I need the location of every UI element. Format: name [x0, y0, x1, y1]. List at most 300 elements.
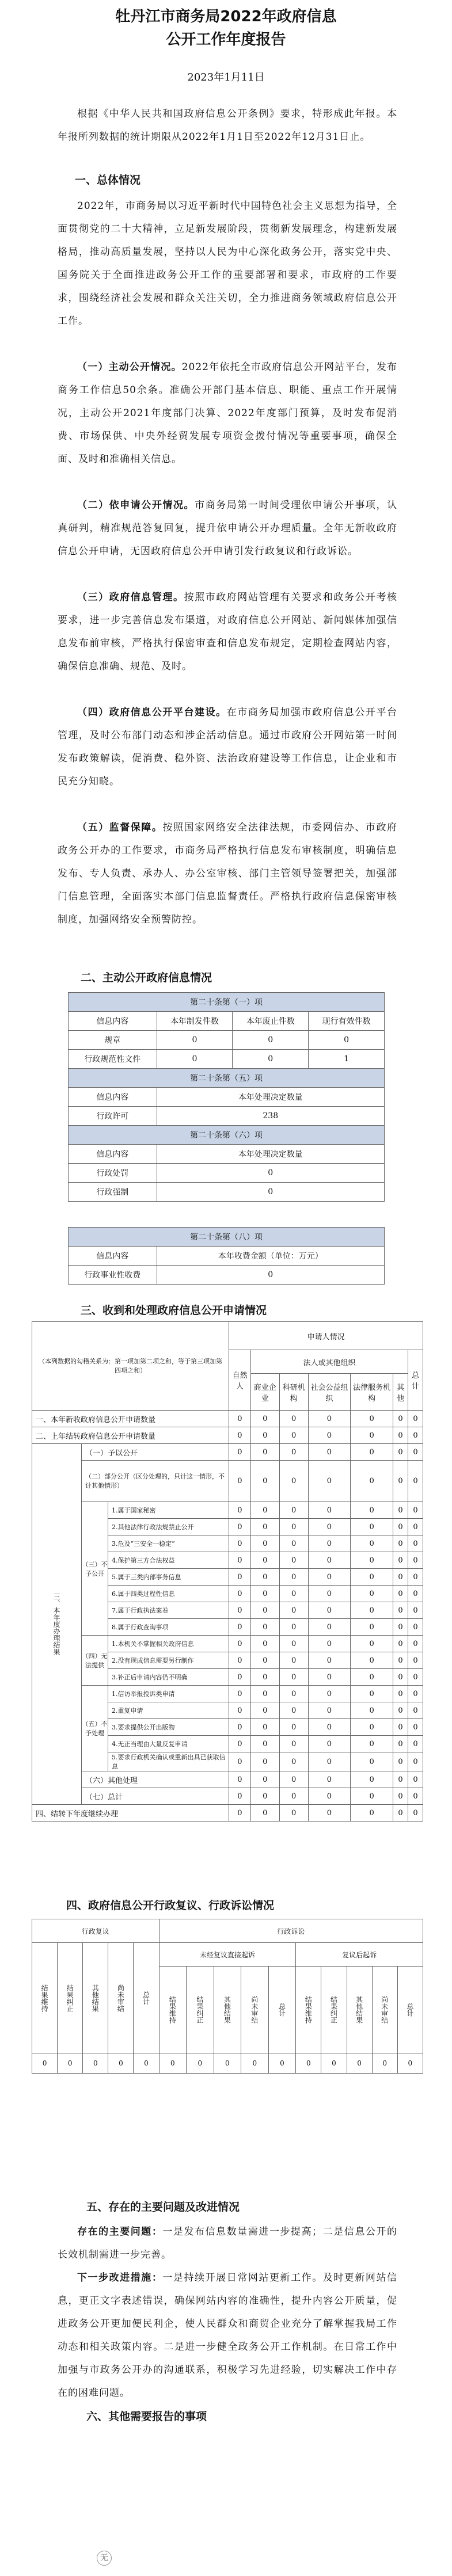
table-header-cell: 本年处理决定数量 [157, 1088, 384, 1107]
litigation-col-header: 其他结果 [214, 1967, 241, 2053]
zero-cell: 0 [351, 1686, 393, 1702]
zero-cell: 0 [393, 1752, 408, 1771]
zero-cell: 0 [308, 1702, 351, 1719]
zero-cell: 0 [250, 1535, 279, 1552]
zero-cell: 0 [351, 1652, 393, 1669]
zero-cell: 0 [229, 1736, 251, 1752]
table-header-cell: 本年废止件数 [233, 1012, 309, 1031]
zero-cell: 0 [229, 1535, 251, 1552]
zero-cell: 0 [279, 1719, 308, 1736]
zero-cell: 0 [250, 1636, 279, 1652]
zero-cell: 0 [393, 1569, 408, 1586]
zero-cell: 0 [393, 1719, 408, 1736]
zero-cell: 0 [351, 1586, 393, 1602]
zero-cell: 0 [408, 1569, 423, 1586]
table-row [69, 1050, 385, 1069]
table-row [69, 1183, 385, 1202]
row-label: 2.重复申请 [108, 1702, 229, 1719]
zero-cell: 0 [408, 1788, 423, 1805]
table-cell: 0 [157, 1183, 384, 1202]
zero-cell: 0 [408, 1636, 423, 1652]
table-cell: 0 [157, 1050, 233, 1069]
zero-cell: 0 [229, 1771, 251, 1788]
table-header-cell: 信息内容 [69, 1145, 157, 1164]
table-row [69, 1031, 385, 1050]
zero-cell: 0 [250, 1686, 279, 1702]
zero-cell: 0 [279, 1752, 308, 1771]
zero-cell: 0 [250, 1569, 279, 1586]
zero-cell: 0 [229, 1519, 251, 1535]
zero-cell: 0 [108, 2053, 134, 2074]
platform-heading: （四）政府信息公开平台建设。 [77, 707, 227, 718]
zero-cell: 0 [308, 1636, 351, 1652]
row-group-label: （四）无法提供 [82, 1636, 108, 1686]
table-header-cell: 现行有效件数 [309, 1012, 385, 1031]
platform-text: 在市商务局加强市政府信息公开平台管理，及时公布部门动态和涉企活动信息。通过市政府公开网站第一时间发布政策解读，促消费、稳外资、法治政府建设等工作信息，让企业和市民充分知晓。 [58, 707, 398, 787]
table-row [32, 2053, 423, 2074]
zero-cell: 0 [250, 1444, 279, 1461]
zero-cell: 0 [279, 1686, 308, 1702]
row-label: 1.信访举报投诉类申请 [108, 1686, 229, 1702]
zero-cell: 0 [351, 1619, 393, 1636]
zero-cell: 0 [321, 2053, 347, 2074]
zero-cell: 0 [250, 1552, 279, 1569]
litigation-col-header: 尚未审结 [241, 1967, 269, 2053]
zero-cell: 0 [229, 1427, 251, 1444]
review-col-header: 总计 [134, 1943, 159, 2053]
zero-cell: 0 [393, 1619, 408, 1636]
row-label: （二）部分公开（区分处理的，只计这一情形，不计其他情形） [82, 1461, 229, 1502]
table-row [32, 1788, 423, 1805]
zero-cell: 0 [229, 1719, 251, 1736]
zero-cell: 0 [393, 1602, 408, 1619]
table-section-heading: 第二十条第（八）项 [69, 1228, 385, 1247]
zero-cell: 0 [351, 1788, 393, 1805]
row-group-label: （五）不予处理 [82, 1686, 108, 1771]
zero-cell: 0 [351, 1535, 393, 1552]
zero-cell: 0 [229, 1569, 251, 1586]
table-header-cell: 本年收费金额（单位：万元） [157, 1247, 384, 1266]
zero-cell: 0 [250, 1702, 279, 1719]
table-header-cell: 信息内容 [69, 1012, 157, 1031]
zero-cell: 0 [308, 1502, 351, 1519]
zero-cell: 0 [279, 1702, 308, 1719]
zero-cell: 0 [229, 1411, 251, 1427]
table-row [69, 1266, 385, 1285]
zero-cell: 0 [250, 1519, 279, 1535]
zero-cell: 0 [279, 1535, 308, 1552]
table-corner-note: （本列数据的勾稽关系为：第一项加第二项之和，等于第三项加第四项之和） [32, 1322, 229, 1411]
zero-cell: 0 [408, 1602, 423, 1619]
zero-cell: 0 [279, 1771, 308, 1788]
zero-cell: 0 [351, 1736, 393, 1752]
zero-cell: 0 [397, 2053, 423, 2074]
zero-cell: 0 [229, 1805, 251, 1822]
active-disclosure-text: 2022年依托全市政府信息公开网站平台，发布商务工作信息50余条。准确公开部门基本信息、职能、重点工作开展情况，主动公开2021年度部门决算、2022年度部门预算，及时发布促消费、市场保供、中央外经贸发展专项资金拨付情况等重要事项，确保全面、及时和准确相关信息。 [58, 361, 398, 465]
table-cell: 238 [157, 1107, 384, 1126]
supervision-heading: （五）监督保障。 [77, 822, 163, 833]
zero-cell: 0 [214, 2053, 241, 2074]
zero-cell: 0 [351, 1636, 393, 1652]
zero-cell: 0 [408, 1771, 423, 1788]
zero-cell: 0 [279, 1427, 308, 1444]
row-label: 一、本年新收政府信息公开申请数量 [32, 1411, 229, 1427]
none-mark: 无 [97, 2551, 112, 2566]
zero-cell: 0 [308, 1686, 351, 1702]
zero-cell: 0 [279, 1461, 308, 1502]
zero-cell: 0 [279, 1669, 308, 1686]
zero-cell: 0 [408, 1444, 423, 1461]
active-disclosure-heading: （一）主动公开情况。 [77, 361, 182, 373]
zero-cell: 0 [229, 1461, 251, 1502]
zero-cell: 0 [408, 1805, 423, 1822]
litigation-col-header: 结果纠正 [321, 1967, 347, 2053]
problems-heading: 存在的主要问题： [77, 2226, 163, 2238]
zero-cell: 0 [279, 1586, 308, 1602]
zero-cell: 0 [393, 1702, 408, 1719]
row-label: 2.其他法律行政法规禁止公开 [108, 1519, 229, 1535]
zero-cell: 0 [408, 1702, 423, 1719]
zero-cell: 0 [279, 1602, 308, 1619]
zero-cell: 0 [408, 1669, 423, 1686]
zero-cell: 0 [351, 1502, 393, 1519]
row-label: 1.本机关不掌握相关政府信息 [108, 1636, 229, 1652]
application-disclosure-paragraph [58, 494, 397, 563]
table-row [32, 1943, 423, 1967]
active-disclosure-paragraph [58, 356, 397, 471]
table-cell: 行政强制 [69, 1183, 157, 1202]
zero-cell: 0 [250, 1427, 279, 1444]
supervision-text: 按照国家网络安全法律法规，市委网信办、市政府政务公开办的工作要求，市商务局严格执行信息发布审核制度，明确信息发布、专人负责、承办人、办公室审核、部门主管领导签署把关，加强部门信息管理，全面落实本部门信息监督责任。严格执行政府信息保密审核制度，加强网络安全预警防控。 [58, 822, 398, 925]
table-header-cell: 法律服务机构 [351, 1374, 393, 1411]
table-row [69, 1107, 385, 1126]
zero-cell: 0 [393, 1411, 408, 1427]
zero-cell: 0 [393, 1686, 408, 1702]
zero-cell: 0 [250, 1602, 279, 1619]
section-5-heading: 五、存在的主要问题及改进情况 [86, 2201, 240, 2213]
intro-paragraph: 根据《中华人民共和国政府信息公开条例》要求，特形成此年报。本年报所列数据的统计期限从2022年1月1日至2022年12月31日止。 [58, 108, 397, 143]
zero-cell: 0 [58, 2053, 83, 2074]
zero-cell: 0 [408, 1719, 423, 1736]
active-disclosure-table [68, 992, 385, 1285]
row-label: 4.无正当理由大量反复申请 [108, 1736, 229, 1752]
table-cell: 0 [157, 1031, 233, 1050]
zero-cell: 0 [279, 1411, 308, 1427]
problems-text: 一是发布信息数量需进一步提高；二是信息公开的长效机制需进一步完善。 [58, 2226, 398, 2261]
applicant-header: 申请人情况 [229, 1322, 423, 1350]
zero-cell: 0 [279, 1552, 308, 1569]
report-title-line1: 牡丹江市商务局2022年政府信息 [115, 8, 337, 25]
zero-cell: 0 [229, 1636, 251, 1652]
zero-cell: 0 [393, 1535, 408, 1552]
zero-cell: 0 [250, 1805, 279, 1822]
table-cell: 行政处罚 [69, 1164, 157, 1183]
zero-cell: 0 [308, 1586, 351, 1602]
legal-person-header: 法人或其他组织 [250, 1350, 408, 1374]
zero-cell: 0 [408, 1461, 423, 1502]
row-label: 1.属于国家秘密 [108, 1502, 229, 1519]
review-col-header: 结果纠正 [58, 1943, 83, 2053]
table-cell: 0 [233, 1050, 309, 1069]
problems-paragraph [58, 2220, 397, 2266]
table-spacer [69, 1202, 385, 1228]
zero-cell: 0 [229, 1502, 251, 1519]
row-label: 3.补正后申请内容仍不明确 [108, 1669, 229, 1686]
zero-cell: 0 [408, 1552, 423, 1569]
row-group-label: 三、本年度办理结果 [32, 1444, 82, 1805]
zero-cell: 0 [250, 1771, 279, 1788]
zero-cell: 0 [308, 1736, 351, 1752]
zero-cell: 0 [250, 1669, 279, 1686]
zero-cell: 0 [308, 1535, 351, 1552]
zero-cell: 0 [308, 1519, 351, 1535]
application-disclosure-heading: （二）依申请公开情况。 [77, 500, 195, 511]
zero-cell: 0 [308, 1771, 351, 1788]
zero-cell: 0 [308, 1552, 351, 1569]
zero-cell: 0 [372, 2053, 397, 2074]
table-cell: 规章 [69, 1031, 157, 1050]
table-cell: 行政许可 [69, 1107, 157, 1126]
litigation-subheader: 未经复议直接起诉 [159, 1943, 296, 1967]
zero-cell: 0 [351, 1427, 393, 1444]
zero-cell: 0 [250, 1619, 279, 1636]
zero-cell: 0 [308, 1752, 351, 1771]
table-section-heading: 第二十条第（一）项 [69, 993, 385, 1012]
info-management-paragraph [58, 586, 397, 678]
litigation-col-header: 其他结果 [347, 1967, 372, 2053]
table-row [32, 1427, 423, 1444]
litigation-col-header: 总计 [268, 1967, 296, 2053]
zero-cell: 0 [229, 1652, 251, 1669]
zero-cell: 0 [351, 1702, 393, 1719]
table-section-heading: 第二十条第（五）项 [69, 1069, 385, 1088]
table-cell: 1 [309, 1050, 385, 1069]
zero-cell: 0 [308, 1444, 351, 1461]
table-header-cell: 本年制发件数 [157, 1012, 233, 1031]
litigation-col-header: 结果维持 [159, 1967, 187, 2053]
zero-cell: 0 [308, 1652, 351, 1669]
zero-cell: 0 [229, 1444, 251, 1461]
zero-cell: 0 [408, 1752, 423, 1771]
table-row [32, 1771, 423, 1788]
zero-cell: 0 [393, 1444, 408, 1461]
table-header-cell: 社会公益组织 [308, 1374, 351, 1411]
row-label: 7.属于行政执法案卷 [108, 1602, 229, 1619]
application-table [32, 1321, 423, 1822]
zero-cell: 0 [241, 2053, 269, 2074]
zero-cell: 0 [279, 1619, 308, 1636]
zero-cell: 0 [393, 1805, 408, 1822]
report-date: 2023年1月11日 [187, 71, 265, 83]
zero-cell: 0 [393, 1652, 408, 1669]
table-row [32, 1805, 423, 1822]
zero-cell: 0 [393, 1552, 408, 1569]
zero-cell: 0 [308, 1411, 351, 1427]
zero-cell: 0 [347, 2053, 372, 2074]
review-col-header: 其他结果 [83, 1943, 108, 2053]
row-label: 5.要求行政机关确认或重新出具已获取信息 [108, 1752, 229, 1771]
info-management-heading: （三）政府信息管理。 [77, 592, 184, 603]
zero-cell: 0 [229, 1619, 251, 1636]
table-cell: 0 [309, 1031, 385, 1050]
litigation-subheader: 复议后起诉 [296, 1943, 423, 1967]
review-litigation-table [32, 1919, 423, 2074]
zero-cell: 0 [279, 1502, 308, 1519]
row-label: 四、结转下年度继续办理 [32, 1805, 229, 1822]
zero-cell: 0 [408, 1427, 423, 1444]
zero-cell: 0 [308, 1602, 351, 1619]
zero-cell: 0 [393, 1519, 408, 1535]
zero-cell: 0 [229, 1602, 251, 1619]
review-col-header: 结果维持 [32, 1943, 58, 2053]
litigation-col-header: 总计 [397, 1967, 423, 2053]
zero-cell: 0 [351, 1669, 393, 1686]
table-row [32, 1444, 423, 1461]
table-row [32, 1502, 423, 1519]
zero-cell: 0 [229, 1686, 251, 1702]
litigation-header: 行政诉讼 [159, 1919, 423, 1943]
zero-cell: 0 [296, 2053, 321, 2074]
table-cell: 0 [233, 1031, 309, 1050]
platform-paragraph [58, 701, 397, 793]
zero-cell: 0 [250, 1719, 279, 1736]
zero-cell: 0 [393, 1427, 408, 1444]
zero-cell: 0 [268, 2053, 296, 2074]
row-label: （一）予以公开 [82, 1444, 229, 1461]
zero-cell: 0 [229, 1752, 251, 1771]
info-management-text: 按照市政府网站管理有关要求和政务公开考核要求，进一步完善信息发布渠道，对政府信息公开网站、新闻媒体加强信息发布前审核，严格执行保密审查和信息发布规定，定期检查网站内容，确保信息准确、规范、及时。 [58, 592, 398, 672]
improvements-paragraph [58, 2266, 397, 2404]
zero-cell: 0 [408, 1652, 423, 1669]
section-3-heading: 三、收到和处理政府信息公开申请情况 [81, 1304, 267, 1317]
zero-cell: 0 [351, 1752, 393, 1771]
table-header-cell: 商业企业 [250, 1374, 279, 1411]
zero-cell: 0 [351, 1461, 393, 1502]
zero-cell: 0 [393, 1461, 408, 1502]
zero-cell: 0 [351, 1602, 393, 1619]
zero-cell: 0 [393, 1502, 408, 1519]
zero-cell: 0 [187, 2053, 214, 2074]
zero-cell: 0 [229, 1669, 251, 1686]
row-label: （七）总计 [82, 1788, 229, 1805]
table-cell: 0 [157, 1266, 384, 1285]
zero-cell: 0 [308, 1805, 351, 1822]
row-label: 2.没有现成信息需要另行制作 [108, 1652, 229, 1669]
section-1-overview: 2022年，市商务局以习近平新时代中国特色社会主义思想为指导，全面贯彻党的二十大精神，立足新发展阶段，贯彻新发展理念，构建新发展格局，推动高质量发展，坚持以人民为中心深化政务公开，落实党中央、国务院关于全面推进政务公开工作的重要部署和要求，市政府的工作要求，围绕经济社会发展和群众关注关切，全力推进商务领域政府信息公开工作。 [58, 200, 397, 327]
improvements-text: 一是持续开展日常网站更新工作。及时更新网站信息，更正文字表述错误，确保网站内容的准确性，提升内容公开质量，促进政务公开更加便民利企，使人民群众和商贸企业充分了解掌握我局工作动态和相关政策内容。二是进一步健全政务公开工作机制。在日常工作中加强与市政务公开办的沟通联系，积极学习先进经验，切实解决工作中存在的困难问题。 [58, 2272, 398, 2399]
table-header-cell: 本年处理决定数量 [157, 1145, 384, 1164]
zero-cell: 0 [279, 1788, 308, 1805]
zero-cell: 0 [250, 1411, 279, 1427]
zero-cell: 0 [279, 1652, 308, 1669]
zero-cell: 0 [159, 2053, 187, 2074]
litigation-col-header: 结果维持 [296, 1967, 321, 2053]
zero-cell: 0 [229, 1586, 251, 1602]
natural-person-header: 自然人 [229, 1350, 251, 1411]
zero-cell: 0 [229, 1702, 251, 1719]
zero-cell: 0 [229, 1552, 251, 1569]
zero-cell: 0 [351, 1771, 393, 1788]
table-section-heading: 第二十条第（六）项 [69, 1126, 385, 1145]
zero-cell: 0 [408, 1535, 423, 1552]
zero-cell: 0 [351, 1552, 393, 1569]
table-cell: 行政事业性收费 [69, 1266, 157, 1285]
zero-cell: 0 [308, 1461, 351, 1502]
row-label: 二、上年结转政府信息公开申请数量 [32, 1427, 229, 1444]
zero-cell: 0 [408, 1686, 423, 1702]
section-4-heading: 四、政府信息公开行政复议、行政诉讼情况 [66, 1899, 275, 1912]
table-cell: 行政规范性文件 [69, 1050, 157, 1069]
table-header-cell: 科研机构 [279, 1374, 308, 1411]
table-row [32, 1461, 423, 1502]
zero-cell: 0 [134, 2053, 159, 2074]
table-row [32, 1686, 423, 1702]
zero-cell: 0 [408, 1586, 423, 1602]
table-row [69, 1164, 385, 1183]
zero-cell: 0 [393, 1586, 408, 1602]
zero-cell: 0 [250, 1652, 279, 1669]
row-label: 5.属于三类内部事务信息 [108, 1569, 229, 1586]
zero-cell: 0 [351, 1569, 393, 1586]
row-label: 8.属于行政查询事项 [108, 1619, 229, 1636]
litigation-col-header: 结果纠正 [187, 1967, 214, 2053]
total-header: 总计 [408, 1350, 423, 1411]
zero-cell: 0 [229, 1788, 251, 1805]
table-header-cell: 信息内容 [69, 1088, 157, 1107]
review-header: 行政复议 [32, 1919, 159, 1943]
zero-cell: 0 [408, 1502, 423, 1519]
zero-cell: 0 [351, 1411, 393, 1427]
zero-cell: 0 [308, 1788, 351, 1805]
zero-cell: 0 [279, 1444, 308, 1461]
zero-cell: 0 [393, 1736, 408, 1752]
section-6-heading: 六、其他需要报告的事项 [86, 2410, 207, 2423]
zero-cell: 0 [250, 1788, 279, 1805]
zero-cell: 0 [351, 1519, 393, 1535]
table-header-cell: 信息内容 [69, 1247, 157, 1266]
row-group-label: （三）不予公开 [82, 1502, 108, 1636]
row-label: 6.属于四类过程性信息 [108, 1586, 229, 1602]
section-1-heading: 一、总体情况 [75, 174, 141, 186]
zero-cell: 0 [308, 1569, 351, 1586]
zero-cell: 0 [250, 1736, 279, 1752]
zero-cell: 0 [393, 1771, 408, 1788]
row-label: 3.要求提供公开出版物 [108, 1719, 229, 1736]
zero-cell: 0 [83, 2053, 108, 2074]
zero-cell: 0 [408, 1411, 423, 1427]
zero-cell: 0 [32, 2053, 58, 2074]
zero-cell: 0 [279, 1569, 308, 1586]
zero-cell: 0 [393, 1636, 408, 1652]
zero-cell: 0 [308, 1619, 351, 1636]
zero-cell: 0 [250, 1461, 279, 1502]
table-header-cell: 其他 [393, 1374, 408, 1411]
supervision-paragraph [58, 816, 397, 931]
improvements-heading: 下一步改进措施： [77, 2272, 163, 2284]
table-cell: 0 [157, 1164, 384, 1183]
zero-cell: 0 [250, 1586, 279, 1602]
zero-cell: 0 [408, 1736, 423, 1752]
row-label: 4.保护第三方合法权益 [108, 1552, 229, 1569]
zero-cell: 0 [351, 1719, 393, 1736]
zero-cell: 0 [250, 1502, 279, 1519]
section-2-heading: 二、主动公开政府信息情况 [81, 971, 212, 984]
litigation-col-header: 尚未审结 [372, 1967, 397, 2053]
zero-cell: 0 [351, 1444, 393, 1461]
zero-cell: 0 [351, 1805, 393, 1822]
report-title-line2: 公开工作年度报告 [166, 31, 286, 48]
review-col-header: 尚未审结 [108, 1943, 134, 2053]
